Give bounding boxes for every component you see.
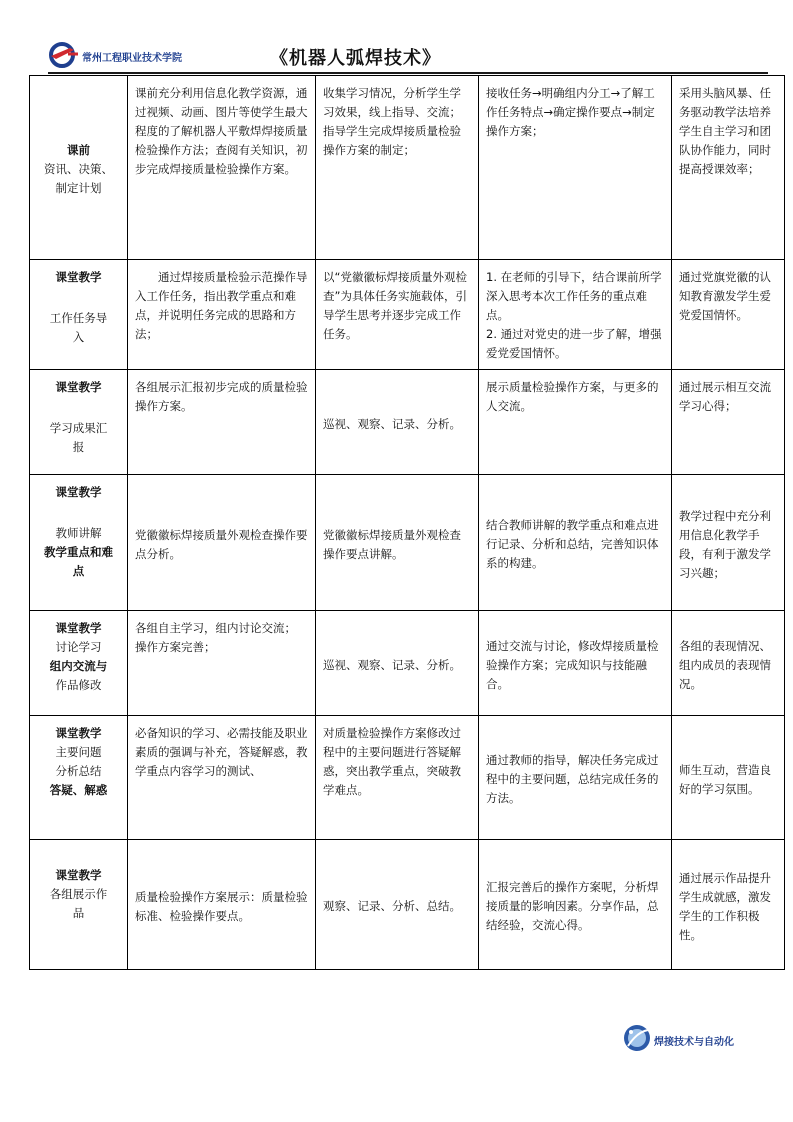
- page-header: [48, 40, 768, 76]
- stage-cell: [30, 370, 128, 475]
- welding-program-logo-icon: [622, 1022, 652, 1054]
- stage-cell: [30, 76, 128, 260]
- table-row: [30, 260, 785, 370]
- table-row: [30, 76, 785, 260]
- teacher-activity-cell: 党徽徽标焊接质量外观检查操作要点分析。: [128, 475, 316, 611]
- stage-line: 课堂教学: [55, 868, 102, 882]
- stage-line: 教师讲解: [55, 526, 102, 540]
- stage-line: 组内交流与: [49, 659, 108, 673]
- stage-line: 报: [72, 440, 85, 454]
- teaching-design-cell: 观察、记录、分析、总结。: [316, 840, 479, 970]
- teacher-activity-cell: 质量检验操作方案展示：质量检验标准、检验操作要点。: [128, 840, 316, 970]
- design-intent-cell: 师生互动，营造良好的学习氛围。: [672, 716, 785, 840]
- stage-line: 教学重点和难: [44, 545, 113, 559]
- teaching-design-cell: 对质量检验操作方案修改过程中的主要问题进行答疑解惑，突出教学重点，突破教学难点。: [316, 716, 479, 840]
- stage-cell: [30, 260, 128, 370]
- teaching-design-cell: 以“党徽徽标焊接质量外观检查”为具体任务实施载体，引导学生思考并逐步完成工作任务。: [316, 260, 479, 370]
- student-activity-cell: 汇报完善后的操作方案呢，分析焊接质量的影响因素。分享作品，总结经验，交流心得。: [479, 840, 672, 970]
- teacher-activity-cell: 各组展示汇报初步完成的质量检验操作方案。: [128, 370, 316, 475]
- teacher-activity-cell: 课前充分利用信息化教学资源，通过视频、动画、图片等使学生最大程度的了解机器人平敷焊焊接质量检验操作方法；查阅有关知识，初步完成焊接质量检验操作方案。: [128, 76, 316, 260]
- stage-line: 课堂教学: [55, 380, 102, 394]
- stage-line: 讨论学习: [55, 640, 102, 654]
- stage-line: 主要问题: [55, 745, 102, 759]
- school-logo-icon: [48, 42, 78, 68]
- stage-cell: [30, 840, 128, 970]
- stage-line: 学习成果汇: [49, 421, 108, 435]
- student-activity-cell: 通过教师的指导，解决任务完成过程中的主要问题，总结完成任务的方法。: [479, 716, 672, 840]
- stage-line: 工作任务导: [49, 311, 108, 325]
- teacher-activity-cell: 通过焊接质量检验示范操作导入工作任务，指出教学重点和难点，并说明任务完成的思路和方法；: [128, 260, 316, 370]
- stage-line: 资讯、决策、: [44, 162, 113, 176]
- stage-line: 课前: [67, 143, 90, 157]
- stage-line: 点: [72, 564, 85, 578]
- page-footer: [622, 1020, 772, 1060]
- design-intent-cell: 各组的表现情况、组内成员的表现情况。: [672, 611, 785, 716]
- stage-cell: [30, 475, 128, 611]
- teacher-activity-cell: 各组自主学习，组内讨论交流； 操作方案完善；: [128, 611, 316, 716]
- design-intent-cell: 教学过程中充分利用信息化教学手段，有利于激发学习兴趣；: [672, 475, 785, 611]
- teaching-design-cell: 党徽徽标焊接质量外观检查操作要点讲解。: [316, 475, 479, 611]
- design-intent-cell: 通过党旗党徽的认知教育激发学生爱党爱国情怀。: [672, 260, 785, 370]
- footer-program-name: 焊接技术与自动化: [654, 1037, 734, 1048]
- student-activity-cell: 1. 在老师的引导下，结合课前所学深入思考本次工作任务的重点难点。 2. 通过对党史的进一步了解，增强爱党爱国情怀。: [479, 260, 672, 370]
- student-activity-cell: 结合教师讲解的教学重点和难点进行记录、分析和总结，完善知识体系的构建。: [479, 475, 672, 611]
- document-title: 《机器人弧焊技术》: [270, 48, 441, 69]
- school-name: 常州工程职业技术学院: [82, 53, 182, 64]
- stage-cell: [30, 611, 128, 716]
- stage-line: 课堂教学: [55, 485, 102, 499]
- teaching-design-cell: 巡视、观察、记录、分析。: [316, 370, 479, 475]
- table-row: [30, 840, 785, 970]
- stage-line: 品: [72, 906, 85, 920]
- table-row: [30, 475, 785, 611]
- stage-cell: [30, 716, 128, 840]
- stage-line: 各组展示作: [49, 887, 108, 901]
- design-intent-cell: 采用头脑风暴、任务驱动教学法培养学生自主学习和团队协作能力，同时提高授课效率；: [672, 76, 785, 260]
- stage-line: 分析总结: [55, 764, 102, 778]
- design-intent-cell: 通过展示相互交流学习心得；: [672, 370, 785, 475]
- teaching-design-cell: 收集学习情况，分析学生学习效果，线上指导、交流；指导学生完成焊接质量检验操作方案的制定；: [316, 76, 479, 260]
- stage-line: 课堂教学: [55, 270, 102, 284]
- stage-line: 课堂教学: [55, 726, 102, 740]
- header-rule: [48, 72, 768, 74]
- student-activity-cell: 接收任务→明确组内分工→了解工作任务特点→确定操作要点→制定操作方案；: [479, 76, 672, 260]
- table-row: [30, 716, 785, 840]
- table-row: [30, 611, 785, 716]
- table-row: [30, 370, 785, 475]
- stage-line: 答疑、解惑: [49, 783, 108, 797]
- teaching-design-cell: 巡视、观察、记录、分析。: [316, 611, 479, 716]
- lesson-plan-table: [29, 75, 785, 970]
- stage-line: 作品修改: [55, 678, 102, 692]
- teacher-activity-cell: 必备知识的学习、必需技能及职业素质的强调与补充，答疑解惑，教学重点内容学习的测试、: [128, 716, 316, 840]
- student-activity-cell: 通过交流与讨论，修改焊接质量检验操作方案；完成知识与技能融合。: [479, 611, 672, 716]
- student-activity-cell: 展示质量检验操作方案，与更多的人交流。: [479, 370, 672, 475]
- stage-line: 入: [72, 330, 85, 344]
- stage-line: 课堂教学: [55, 621, 102, 635]
- design-intent-cell: 通过展示作品提升学生成就感，激发学生的工作积极性。: [672, 840, 785, 970]
- stage-line: 制定计划: [55, 181, 102, 195]
